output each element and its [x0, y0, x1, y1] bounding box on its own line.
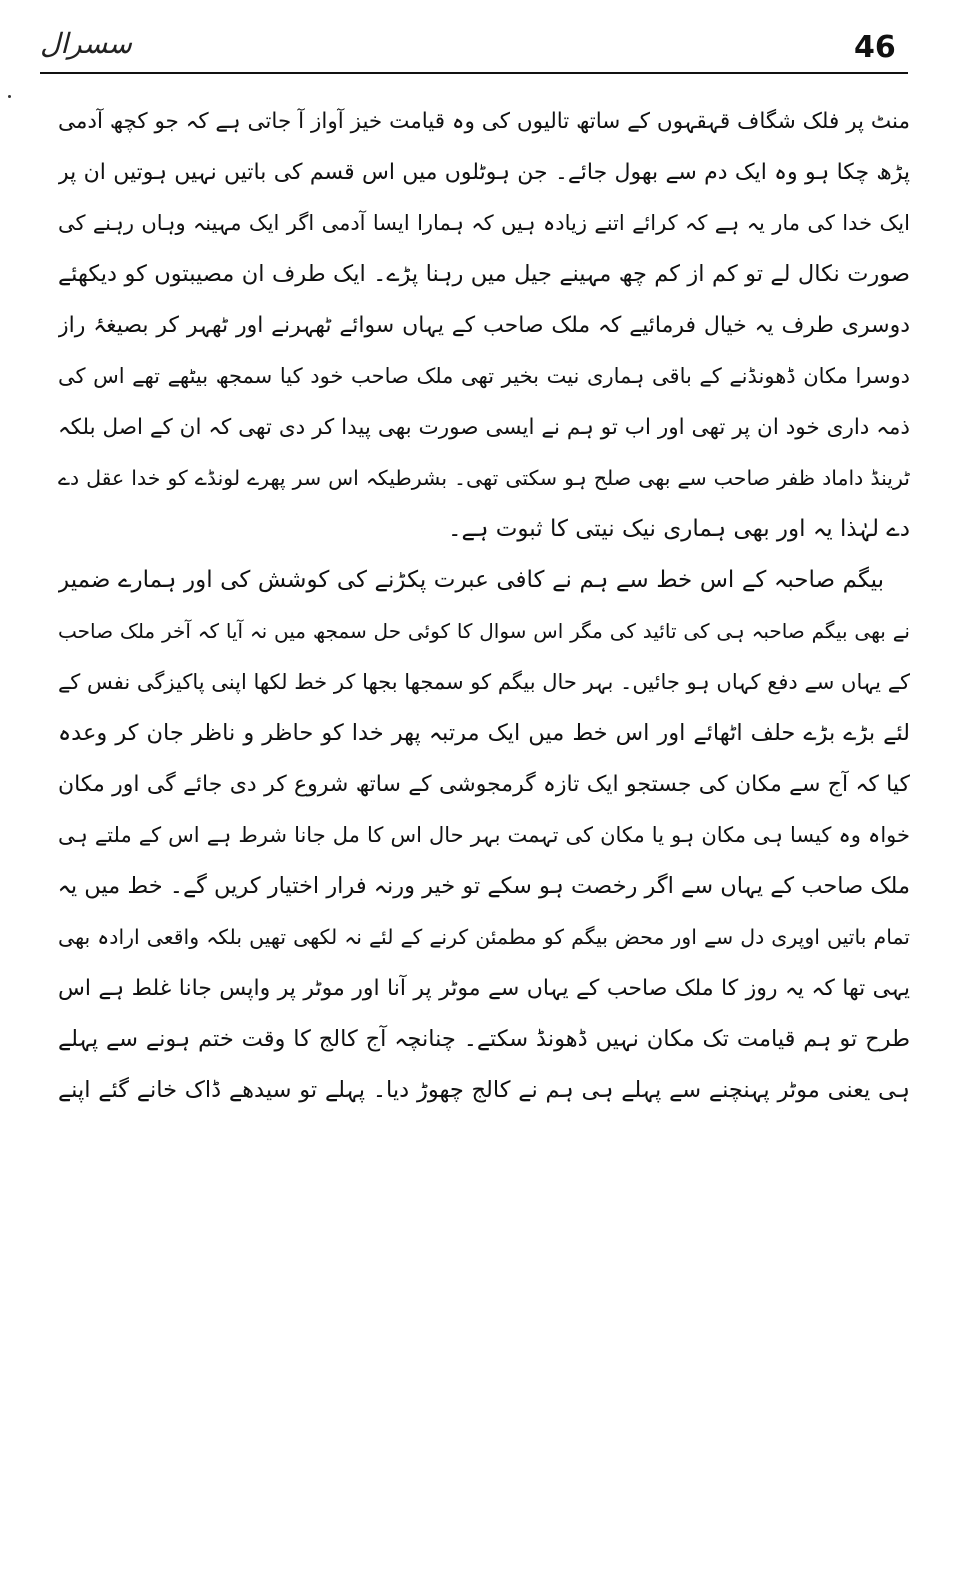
text-line: منٹ پر فلک شگاف قہقہوں کے ساتھ تالیوں کی وہ قیامت خیز آواز آ جاتی ہے کہ جو کچھ آدمی: [58, 109, 910, 134]
text-line: ٹرینڈ داماد ظفر صاحب سے بھی صلح ہو سکتی تھی۔ بشرطیکہ اس سر پھرے لونڈے کو خدا عقل دے: [58, 466, 910, 490]
text-line: صورت نکال لے تو کم از کم چھ مہینے جیل میں رہنا پڑے۔ ایک طرف ان مصیبتوں کو دیکھئے: [58, 261, 910, 287]
text-line: طرح تو ہم قیامت تک مکان نہیں ڈھونڈ سکتے۔ چنانچہ آج کالج کا وقت ختم ہونے سے پہلے: [58, 1026, 910, 1052]
text-line: ملک صاحب کے یہاں سے اگر رخصت ہو سکے تو خیر ورنہ فرار اختیار کریں گے۔ خط میں یہ: [58, 873, 910, 899]
text-line: ذمہ داری خود ان پر تھی اور اب تو ہم نے ایسی صورت بھی پیدا کر دی تھی کہ ان کے اصل بلکہ: [58, 415, 910, 440]
page-header: [40, 22, 908, 74]
text-line: تمام باتیں اوپری دل سے اور محض بیگم کو مطمئن کرنے کے لئے نہ لکھی تھیں بلکہ واقعی ارادہ بھی: [58, 925, 910, 949]
text-line: دوسرا مکان ڈھونڈنے کے باقی ہماری نیت بخیر تھی ملک صاحب خود کیا سمجھ بیٹھے تھے اس کی: [58, 364, 910, 388]
text-line: ہی یعنی موٹر پہنچنے سے پہلے ہی ہم نے کالج چھوڑ دیا۔ پہلے تو سیدھے ڈاک خانے گئے اپنے: [58, 1077, 910, 1103]
paragraph-end-line: دے لہٰذا یہ اور بھی ہماری نیک نیتی کا ثبوت ہے۔: [448, 516, 910, 542]
text-line: دوسری طرف یہ خیال فرمائیے کہ ملک صاحب کے یہاں سوائے ٹھہرنے اور ٹھہر کر بصیغۂ راز: [58, 313, 910, 338]
text-line: کے یہاں سے دفع کہاں ہو جائیں۔ بہر حال بیگم کو سمجھا بجھا کر خط لکھا اپنی پاکیزگی نفس کے: [58, 670, 910, 694]
text-line: پڑھ چکا ہو وہ ایک دم سے بھول جائے۔ جن ہوٹلوں میں اس قسم کی باتیں نہیں ہوتیں ان پر: [58, 160, 910, 185]
text-line: خواہ وہ کیسا ہی مکان ہو یا مکان کی تہمت بہر حال اس کا مل جانا شرط ہے اس کے ملتے ہی: [58, 823, 910, 847]
body-text: [58, 96, 910, 1116]
running-title: سسرال: [40, 27, 133, 60]
header-rule: [40, 72, 908, 74]
page-number: 46: [854, 30, 896, 65]
stray-mark: [8, 95, 11, 98]
paragraph-start-line: بیگم صاحبہ کے اس خط سے ہم نے کافی عبرت پکڑنے کی کوشش کی اور ہمارے ضمیر: [58, 567, 884, 593]
text-line: نے بھی بیگم صاحبہ ہی کی تائید کی مگر اس سوال کا کوئی حل سمجھ میں نہ آیا کہ آخر ملک صاحب: [58, 619, 910, 643]
text-line: ایک خدا کی مار یہ ہے کہ کرائے اتنے زیادہ ہیں کہ ہمارا ایسا آدمی اگر ایک مہینہ وہاں رہنے کی: [58, 211, 910, 235]
text-line: یہی تھا کہ یہ روز کا ملک صاحب کے یہاں سے موٹر پر آنا اور موٹر پر واپس جانا غلط ہے اس: [58, 976, 910, 1001]
text-line: لئے بڑے بڑے حلف اٹھائے اور اس خط میں ایک مرتبہ پھر خدا کو حاظر و ناظر جان کر وعدہ: [58, 720, 910, 746]
text-line: کیا کہ آج سے مکان کی جستجو ایک تازہ گرمجوشی کے ساتھ شروع کر دی جائے گی اور مکان: [58, 772, 910, 797]
